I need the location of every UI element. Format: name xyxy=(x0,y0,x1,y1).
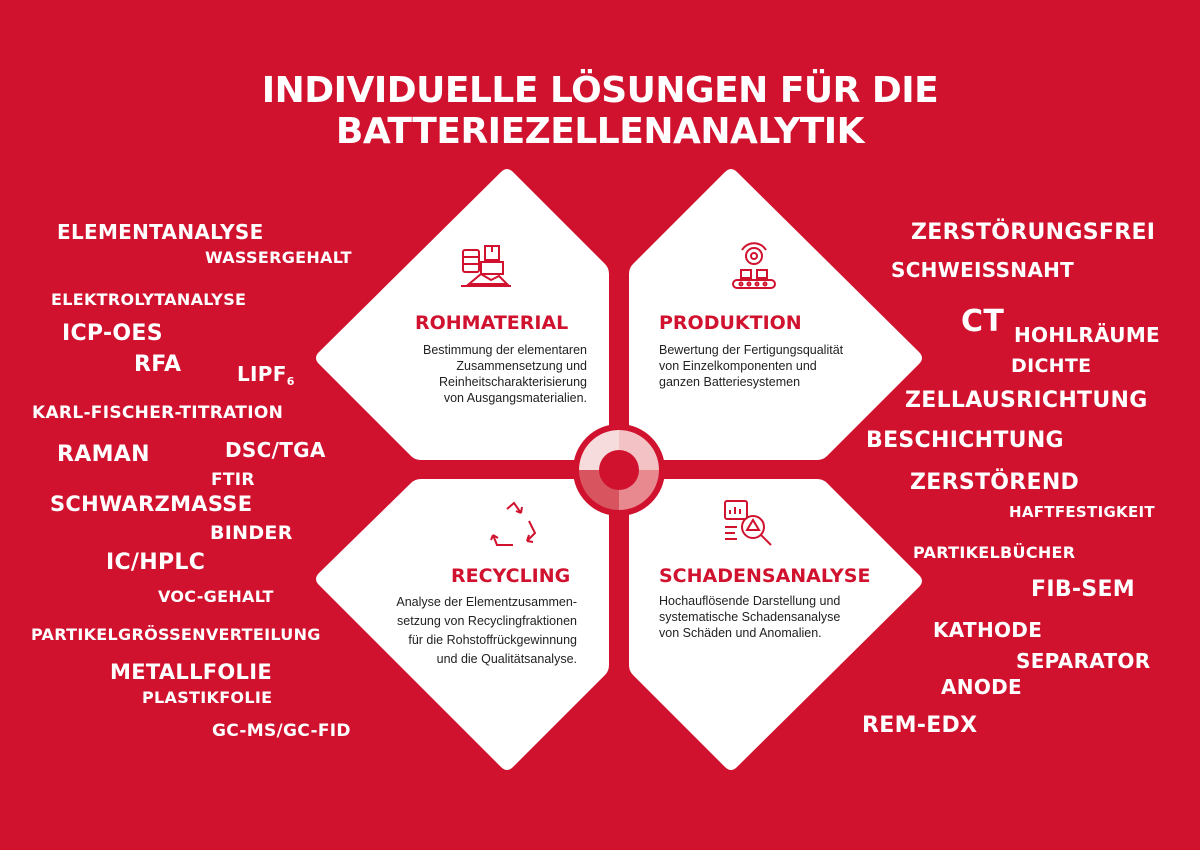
keyword-binder: BINDER xyxy=(210,522,293,544)
conveyor-gear-icon xyxy=(727,240,781,294)
keyword-zerstoerend: ZERSTÖREND xyxy=(910,470,1080,495)
keyword-zellausrichtung: ZELLAUSRICHTUNG xyxy=(905,388,1148,413)
keyword-dichte: DICHTE xyxy=(1011,355,1092,377)
keyword-rem-edx: REM-EDX xyxy=(862,713,978,738)
keyword-zerstoerungsfrei: ZERSTÖRUNGSFREI xyxy=(911,220,1156,245)
keyword-raman: RAMAN xyxy=(57,442,150,467)
cycle-ring-icon xyxy=(571,422,667,518)
keyword-hohlraeume: HOHLRÄUME xyxy=(1014,323,1160,347)
keyword-fib-sem: FIB-SEM xyxy=(1031,577,1135,602)
card-schadensanalyse xyxy=(627,475,927,775)
keyword-schwarzmasse: SCHWARZMASSE xyxy=(50,492,253,516)
keyword-wassergehalt: WASSERGEHALT xyxy=(205,248,352,267)
card-produktion-title: PRODUKTION xyxy=(659,312,802,334)
keyword-dsc-tga: DSC/TGA xyxy=(225,438,326,462)
card-produktion-text: Bewertung der Fertigungsqualität von Einzelkomponenten und ganzen Batteriesystemen xyxy=(659,343,844,389)
card-rohmaterial xyxy=(311,164,611,464)
keyword-partikelbuecher: PARTIKELBÜCHER xyxy=(913,543,1076,562)
keyword-beschichtung: BESCHICHTUNG xyxy=(866,428,1064,453)
keyword-ftir: FTIR xyxy=(211,470,255,490)
keyword-icp-oes: ICP-OES xyxy=(62,321,163,346)
card-recycling-title: RECYCLING xyxy=(451,565,571,587)
keyword-elektrolytanalyse: ELEKTROLYTANALYSE xyxy=(51,290,247,309)
raw-material-icon xyxy=(459,240,513,294)
keyword-schweissnaht: SCHWEISSNAHT xyxy=(891,258,1075,282)
keyword-separator: SEPARATOR xyxy=(1016,649,1151,673)
keyword-elementanalyse: ELEMENTANALYSE xyxy=(57,220,264,244)
damage-analysis-icon xyxy=(721,497,775,551)
keyword-ic-hplc: IC/HPLC xyxy=(106,550,206,575)
card-rohmaterial-text: Bestimmung der elementaren Zusammensetzung und Reinheitscharakterisierung von Ausgangsmaterialien. xyxy=(423,343,587,405)
card-schadensanalyse-title: SCHADENSANALYSE xyxy=(659,565,871,587)
keyword-plastikfolie: PLASTIKFOLIE xyxy=(142,688,273,707)
keyword-anode: ANODE xyxy=(941,675,1022,699)
card-recycling-text: Analyse der Elementzusammen- setzung von Recyclingfraktionen für die Rohstoffrückgewinnung und die Qualitätsanalyse. xyxy=(396,595,577,666)
card-produktion xyxy=(627,164,927,464)
keyword-lipf6: $LIPF_6$ xyxy=(237,362,295,388)
keyword-voc-gehalt: VOC-GEHALT xyxy=(158,587,274,606)
card-recycling xyxy=(311,475,611,775)
keyword-ct: CT xyxy=(961,304,1005,339)
recycle-icon xyxy=(487,499,541,553)
keyword-haftfestigkeit: HAFTFESTIGKEIT xyxy=(1009,503,1155,521)
page-title: INDIVIDUELLE LÖSUNGEN FÜR DIE BATTERIEZELLENANALYTIK xyxy=(261,70,939,152)
keyword-gc-ms-gc-fid: GC-MS/GC-FID xyxy=(212,721,351,741)
card-rohmaterial-title: ROHMATERIAL xyxy=(415,312,569,334)
keyword-partikelgroessenverteilung: PARTIKELGRÖSSENVERTEILUNG xyxy=(31,625,321,644)
keyword-karl-fischer-titration: KARL-FISCHER-TITRATION xyxy=(32,403,284,423)
keyword-kathode: KATHODE xyxy=(933,618,1043,642)
keyword-rfa: RFA xyxy=(134,352,182,377)
card-schadensanalyse-text: Hochauflösende Darstellung und systematische Schadensanalyse von Schäden und Anomalien. xyxy=(659,594,841,640)
keyword-metallfolie: METALLFOLIE xyxy=(110,660,272,684)
